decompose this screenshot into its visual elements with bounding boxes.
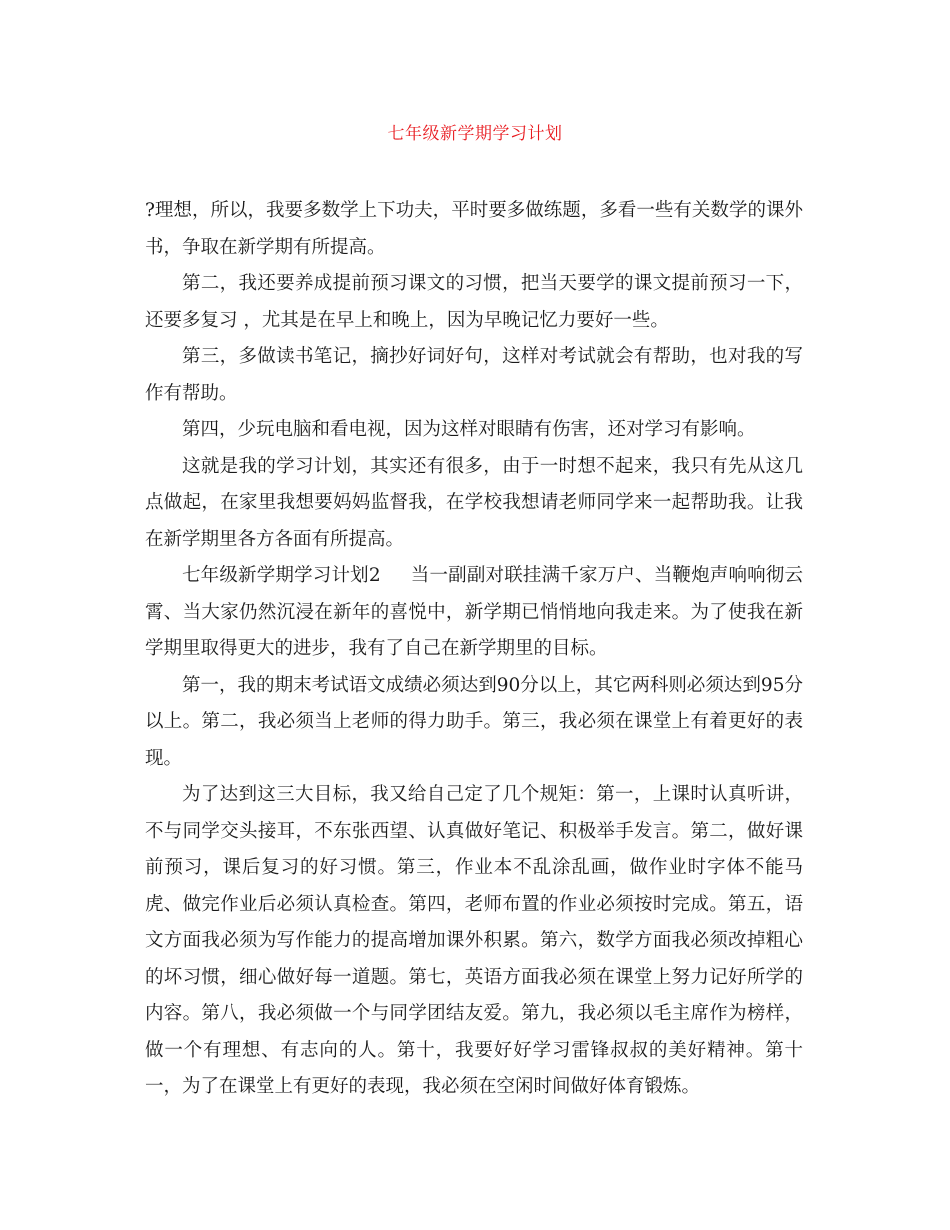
paragraph: 第三，多做读书笔记，摘抄好词好句，这样对考试就会有帮助，也对我的写作有帮助。 xyxy=(145,346,803,404)
section-2-paragraph xyxy=(145,558,803,668)
paragraph: 为了达到这三大目标，我又给自己定了几个规矩：第一，上课时认真听讲，不与同学交头接耳，不东张西望、认真做好笔记、积极举手发言。第二，做好课前预习，课后复习的好习惯。第三，作业本不乱涂乱画，做作业时字体不能马虎、做完作业后必须认真检查。第四，老师布置的作业必须按时完成。第五，语文方面我必须为写作能力的提高增加课外积累。第六，数学方面我必须改掉粗心的坏习惯，细心做好每一道题。第七，英语方面我必须在课堂上努力记好所学的内容。第八，我必须做一个与同学团结友爱。第九，我必须以毛主席作为榜样，做一个有理想、有志向的人。第十，我要好好学习雷锋叔叔的美好精神。第十一，为了在课堂上有更好的表现，我必须在空闲时间做好体育锻炼。 xyxy=(145,784,803,1097)
section-2-heading: 七年级新学期学习计划2 xyxy=(182,565,381,586)
paragraph: 第四，少玩电脑和看电视，因为这样对眼睛有伤害，还对学习有影响。 xyxy=(182,419,756,440)
paragraph: 第一，我的期末考试语文成绩必须达到90分以上，其它两科则必须达到95分以上。第二，我必须当上老师的得力助手。第三，我必须在课堂上有着更好的表现。 xyxy=(145,674,803,769)
paragraph: 这就是我的学习计划，其实还有很多，由于一时想不起来，我只有先从这几点做起，在家里我想要妈妈监督我，在学校我想请老师同学来一起帮助我。让我在新学期里各方各面有所提高。 xyxy=(145,455,803,550)
paragraph: 第二，我还要养成提前预习课文的习惯，把当天要学的课文提前预习一下，还要多复习 ，尤其是在早上和晚上，因为早晚记忆力要好一些。 xyxy=(145,273,803,331)
paragraph: ?理想，所以，我要多数学上下功夫，平时要多做练题，多看一些有关数学的课外书，争取在新学期有所提高。 xyxy=(145,200,803,258)
document-title: 七年级新学期学习计划 xyxy=(387,124,563,144)
document-body xyxy=(145,193,803,1106)
section-2-intro: 当一副副对联挂满千家万户、当鞭炮声响响彻云霄、当大家仍然沉浸在新年的喜悦中，新学期已悄悄地向我走来。为了使我在新学期里取得更大的进步，我有了自己在新学期里的目标。 xyxy=(145,565,803,659)
